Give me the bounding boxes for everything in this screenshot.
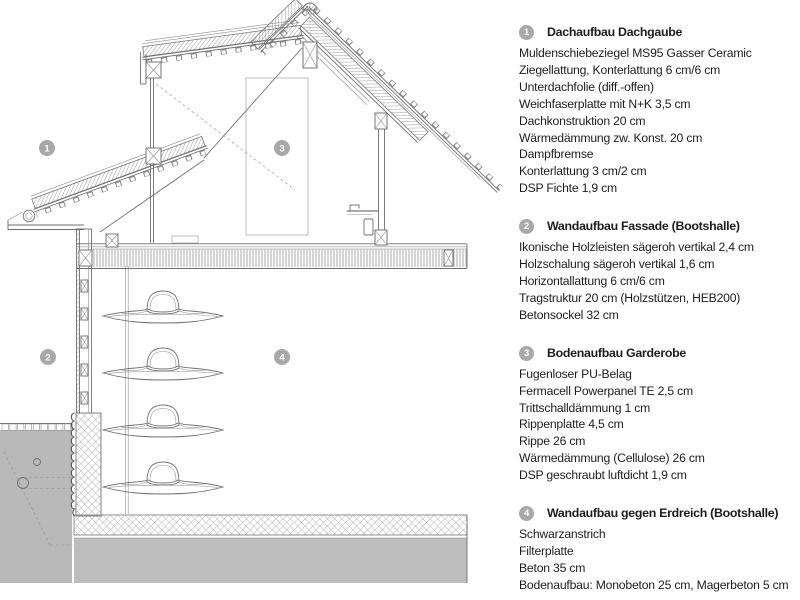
legend-section [519,218,797,324]
legend-item: DSP geschraubt luftdicht 1,9 cm [519,468,687,483]
legend-item: Schwarzanstrich [519,527,606,542]
legend-item: Dachkonstruktion 20 cm [519,113,646,128]
callout-3: 3 [279,143,285,155]
legend-section-header [519,24,797,41]
legend-item: Beton 35 cm [519,560,586,575]
legend-item: Horizontallattung 6 cm/6 cm [519,273,665,288]
legend-item: Wärmedämmung (Cellulose) 26 cm [519,451,705,466]
legend-section [519,345,797,484]
legend-section-header [519,505,797,522]
legend-item: Rippenplatte 4,5 cm [519,417,624,432]
legend-section-items [519,526,797,594]
legend-item: Tragstruktur 20 cm (Holzstützen, HEB200) [519,290,741,305]
legend-item: Filterplatte [519,543,574,558]
callout-2: 2 [45,352,51,364]
legend-item: Fermacell Powerpanel TE 2,5 cm [519,383,693,398]
callout-badge: 4 [519,506,534,521]
legend-section-title: Bodenaufbau Garderobe [547,345,686,360]
legend-section-title: Dachaufbau Dachgaube [547,25,683,40]
legend-item: Muldenschiebeziegel MS95 Gasser Ceramic [519,46,752,60]
legend-section-title: Wandaufbau Fassade (Bootshalle) [547,219,740,234]
legend-section-items [519,45,797,197]
legend-item: Holzschalung sägeroh vertikal 1,6 cm [519,257,715,272]
boat-rack [126,266,129,514]
callout-1: 1 [44,143,50,155]
legend-item: Betonsockel 32 cm [519,307,619,322]
interior-wall-right [375,113,387,245]
legend-item: Ikonische Holzleisten sägeroh vertikal 2,4 cm [519,240,754,255]
legend-item: Fugenloser PU-Belag [519,366,632,381]
legend-item: Bodenaufbau: Monobeton 25 cm, Magerbeton 5 cm [519,577,789,592]
callout-badge: 3 [519,346,534,361]
sink [347,205,378,235]
legend-item: Ziegellattung, Konterlattung 6 cm/6 cm [519,62,721,77]
legend-item: Unterdachfolie (diff.-offen) [519,79,654,94]
legend-section-title: Wandaufbau gegen Erdreich (Bootshalle) [547,506,779,521]
pavement [2,424,71,430]
callout-4: 4 [279,352,285,364]
legend-section [519,505,797,594]
legend-section-header [519,218,797,235]
legend-item: Wärmedämmung zw. Konst. 20 cm [519,130,703,145]
ground-slab [74,515,467,583]
earth-fill [0,430,72,583]
legend-item: Dampfbremse [519,147,594,162]
legend-section-header [519,345,797,362]
callout-badge: 1 [519,25,534,40]
legend-item: Trittschalldämmung 1 cm [519,400,651,415]
legend-section-items [519,239,797,324]
concrete-plinth [71,413,101,516]
legend-section-items [519,366,797,484]
legend-item: Weichfaserplatte mit N+K 3,5 cm [519,96,691,111]
callout-badge: 2 [519,219,534,234]
upper-floor-slab [76,244,467,269]
legend [519,24,797,600]
legend-item: Konterlattung 3 cm/2 cm [519,164,647,179]
legend-item: DSP Fichte 1,9 cm [519,181,617,196]
legend-section [519,24,797,197]
boats [103,291,223,494]
roof-right-slope [288,3,503,213]
legend-item: Rippe 26 cm [519,434,586,449]
